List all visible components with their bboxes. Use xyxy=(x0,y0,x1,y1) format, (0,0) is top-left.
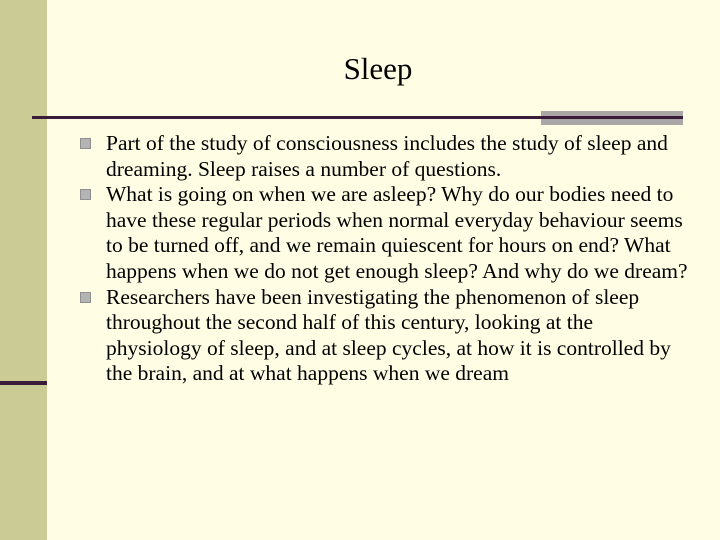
left-decorative-rule xyxy=(0,381,47,385)
bullet-item xyxy=(80,285,690,387)
bullet-item xyxy=(80,182,690,284)
bullet-text: Part of the study of consciousness includes the study of sleep and dreaming. Sleep raises a number of questions. xyxy=(106,131,668,181)
left-decorative-band xyxy=(0,0,47,540)
title-divider-accent-line xyxy=(541,116,683,119)
slide-title: Sleep xyxy=(343,51,413,86)
bullet-list xyxy=(80,131,690,387)
square-bullet-icon xyxy=(80,138,91,149)
square-bullet-icon xyxy=(80,189,91,200)
bullet-text: Researchers have been investigating the phenomenon of sleep throughout the second half of this century, looking at the physiology of sleep, and at sleep cycles, at how it is controlled by the brain, and at what happens when we dream xyxy=(106,284,671,386)
square-bullet-icon xyxy=(80,292,91,303)
bullet-text: What is going on when we are asleep? Why do our bodies need to have these regular periods when normal everyday behaviour seems to be turned off, and we remain quiescent for hours on end? What happens when we do not get enough sleep? And why do we dream? xyxy=(106,182,688,283)
bullet-item xyxy=(80,131,690,182)
